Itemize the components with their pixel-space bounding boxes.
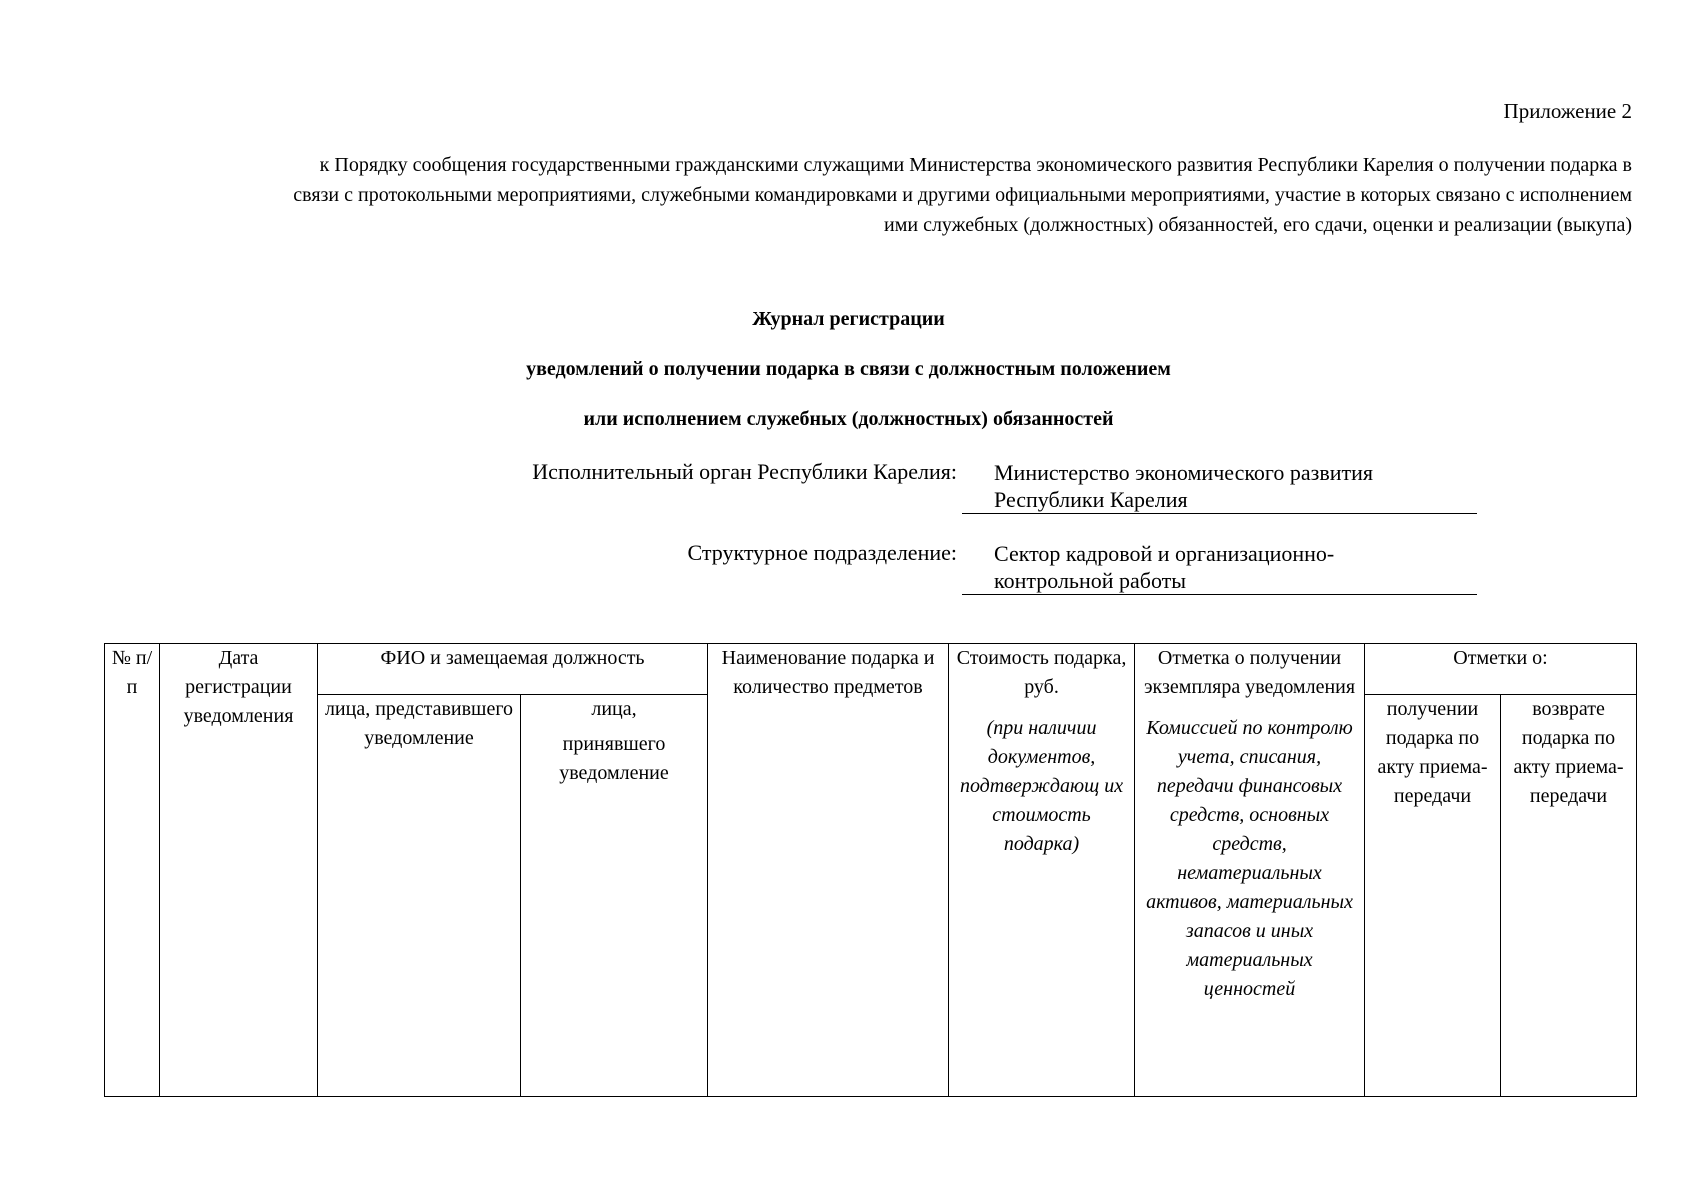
order-reference-line: к Порядку сообщения государственными гражданскими служащими Министерства экономического развития Республики Карелия о получении подарка в — [319, 154, 1632, 176]
receipt-mark-commission: Комиссией по контролю учета, списания, передачи финансовых средств, основных средств, нематериальных активов, материальных запасов и иных материальных ценностей — [1146, 717, 1353, 1000]
division-value — [962, 540, 1477, 595]
order-reference — [120, 150, 1632, 240]
header-cell-gift-returned: возврате подарка по акту приема-передачи — [1501, 695, 1637, 1097]
header-cell-gift-received: получении подарка по акту приема-передачи — [1365, 695, 1501, 1097]
accepted-by-line: лица, — [591, 698, 637, 720]
authority-value — [962, 459, 1477, 514]
gift-cost-note: (при наличии документов, подтверждающ их стоимость подарка) — [959, 717, 1124, 855]
registration-journal-table — [104, 643, 1637, 1097]
division-value-line: контрольной работы — [994, 568, 1187, 593]
header-cell-gift-cost — [949, 644, 1135, 1097]
header-cell-submitted-by: лица, представившего уведомление — [318, 695, 521, 1097]
gift-cost-label: Стоимость подарка, руб. — [956, 647, 1127, 698]
header-cell-number: № п/п — [105, 644, 160, 1097]
accepted-by-line: принявшего уведомление — [559, 733, 669, 784]
header-cell-marks: Отметки о: — [1365, 644, 1637, 695]
header-cell-receipt-mark — [1135, 644, 1365, 1097]
journal-subtitle-line-2: или исполнением служебных (должностных) обязанностей — [583, 408, 1114, 430]
header-cell-gift-name: Наименование подарка и количество предметов — [708, 644, 949, 1097]
header-cell-registration-date: Дата регистрации уведомления — [160, 644, 318, 1097]
division-value-line: Сектор кадровой и организационно- — [994, 541, 1335, 566]
journal-subtitle-line-1: уведомлений о получении подарка в связи с должностным положением — [526, 358, 1171, 380]
receipt-mark-label: Отметка о получении экземпляра уведомления — [1143, 647, 1356, 698]
appendix-number: Приложение 2 — [1503, 99, 1632, 123]
division-label: Структурное подразделение: — [687, 540, 957, 565]
header-cell-fio-position: ФИО и замещаемая должность — [318, 644, 708, 695]
order-reference-line: связи с протокольными мероприятиями, служебными командировками и другими официальными мероприятиями, участие в которых связано с исполнением — [293, 184, 1632, 206]
authority-value-line: Министерство экономического развития — [994, 460, 1374, 485]
header-cell-accepted-by — [521, 695, 708, 1097]
authority-value-line: Республики Карелия — [994, 487, 1188, 512]
authority-label: Исполнительный орган Республики Карелия: — [532, 459, 957, 484]
journal-title: Журнал регистрации — [752, 308, 945, 330]
order-reference-line: ими служебных (должностных) обязанностей, его сдачи, оценки и реализации (выкупа) — [884, 214, 1632, 236]
